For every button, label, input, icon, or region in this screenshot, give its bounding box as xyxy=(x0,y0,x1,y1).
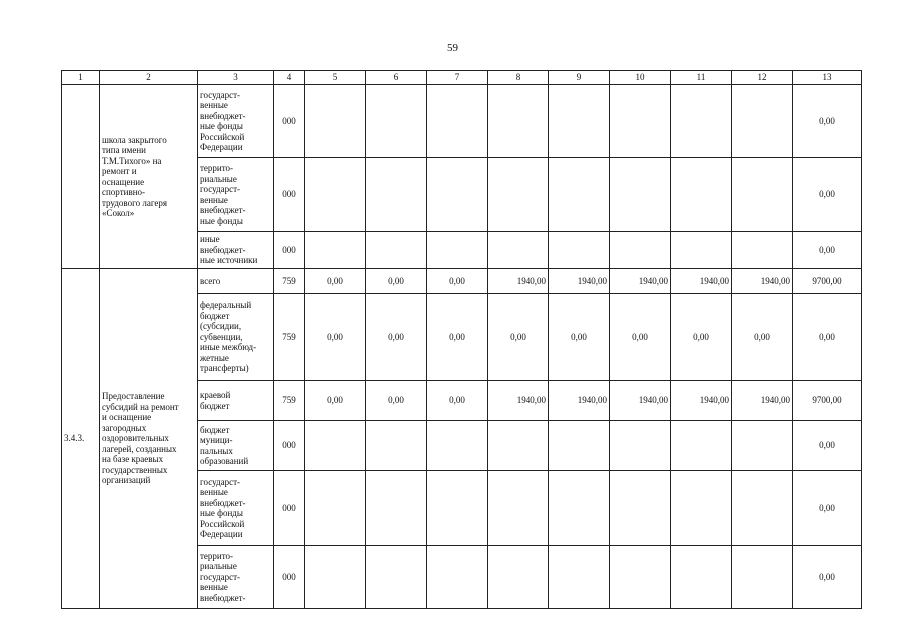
value-cell xyxy=(732,85,793,158)
source-cell xyxy=(198,158,274,232)
total-cell: 9700,00 xyxy=(793,269,862,294)
total-cell: 0,00 xyxy=(793,158,862,232)
value-cell xyxy=(427,85,488,158)
value-cell: 1940,00 xyxy=(488,381,549,421)
source-label: государст- венные внебюджет- ные фонды Российской Федерации xyxy=(200,89,246,152)
value-cell: 0,00 xyxy=(610,294,671,381)
value-cell xyxy=(427,232,488,269)
column-header: 10 xyxy=(610,71,671,85)
value-cell xyxy=(305,232,366,269)
value-cell xyxy=(732,158,793,232)
total-cell: 0,00 xyxy=(793,232,862,269)
value-cell xyxy=(427,421,488,471)
value-cell: 1940,00 xyxy=(671,269,732,294)
value-cell xyxy=(610,471,671,546)
source-label: краевой бюджет xyxy=(200,390,231,411)
source-cell xyxy=(198,232,274,269)
value-cell: 0,00 xyxy=(366,294,427,381)
value-cell xyxy=(366,471,427,546)
value-cell: 1940,00 xyxy=(732,381,793,421)
column-header: 11 xyxy=(671,71,732,85)
column-header: 6 xyxy=(366,71,427,85)
value-cell: 0,00 xyxy=(488,294,549,381)
budget-table xyxy=(61,70,862,609)
value-cell xyxy=(549,421,610,471)
page-number: 59 xyxy=(447,42,458,54)
value-cell xyxy=(671,546,732,609)
source-label: террито- риальные государст- венные внебюджет- xyxy=(200,550,246,603)
measure-name-cell xyxy=(100,269,198,609)
value-cell: 0,00 xyxy=(549,294,610,381)
value-cell xyxy=(671,232,732,269)
value-cell xyxy=(732,471,793,546)
source-label: всего xyxy=(200,275,221,286)
value-cell xyxy=(671,421,732,471)
value-cell xyxy=(671,471,732,546)
value-cell xyxy=(488,85,549,158)
value-cell xyxy=(305,85,366,158)
value-cell xyxy=(366,85,427,158)
value-cell xyxy=(671,158,732,232)
column-header: 3 xyxy=(198,71,274,85)
value-cell xyxy=(305,158,366,232)
value-cell xyxy=(732,421,793,471)
source-cell xyxy=(198,85,274,158)
value-cell xyxy=(427,471,488,546)
value-cell: 1940,00 xyxy=(610,269,671,294)
value-cell xyxy=(488,546,549,609)
measure-name: школа закрытого типа имени Т.М.Тихого» на ремонт и оснащение спортивно- трудового лагеря «Сокол» xyxy=(102,134,168,218)
value-cell xyxy=(366,421,427,471)
code-cell: 000 xyxy=(274,85,305,158)
measure-name: Предоставление субсидий на ремонт и оснащение загородных оздоровительных лагерей, созданных на базе краевых государственных организаций xyxy=(102,391,179,486)
source-label: государст- венные внебюджет- ные фонды Российской Федерации xyxy=(200,476,246,539)
value-cell: 0,00 xyxy=(305,294,366,381)
value-cell: 0,00 xyxy=(427,381,488,421)
value-cell: 0,00 xyxy=(366,269,427,294)
value-cell xyxy=(610,421,671,471)
value-cell xyxy=(610,158,671,232)
code-cell: 000 xyxy=(274,158,305,232)
value-cell xyxy=(366,546,427,609)
value-cell: 1940,00 xyxy=(671,381,732,421)
value-cell xyxy=(732,232,793,269)
index-cell xyxy=(62,85,100,269)
source-cell xyxy=(198,546,274,609)
column-header: 9 xyxy=(549,71,610,85)
table-header-row xyxy=(62,71,862,85)
value-cell xyxy=(305,471,366,546)
value-cell: 0,00 xyxy=(305,269,366,294)
value-cell xyxy=(488,421,549,471)
value-cell xyxy=(549,85,610,158)
code-cell: 000 xyxy=(274,471,305,546)
value-cell: 1940,00 xyxy=(549,269,610,294)
code-cell: 000 xyxy=(274,546,305,609)
total-cell: 0,00 xyxy=(793,294,862,381)
column-header: 12 xyxy=(732,71,793,85)
value-cell xyxy=(488,158,549,232)
value-cell xyxy=(366,232,427,269)
value-cell xyxy=(305,421,366,471)
value-cell: 0,00 xyxy=(671,294,732,381)
value-cell xyxy=(366,158,427,232)
value-cell xyxy=(549,546,610,609)
value-cell xyxy=(610,546,671,609)
value-cell: 1940,00 xyxy=(549,381,610,421)
column-header: 1 xyxy=(62,71,100,85)
source-label: бюджет муници- пальных образований xyxy=(200,424,249,466)
total-cell: 0,00 xyxy=(793,421,862,471)
value-cell xyxy=(488,471,549,546)
column-header: 8 xyxy=(488,71,549,85)
column-header: 13 xyxy=(793,71,862,85)
column-header: 5 xyxy=(305,71,366,85)
source-cell xyxy=(198,421,274,471)
total-cell: 0,00 xyxy=(793,546,862,609)
value-cell: 1940,00 xyxy=(488,269,549,294)
column-header: 4 xyxy=(274,71,305,85)
code-cell: 759 xyxy=(274,381,305,421)
total-cell: 0,00 xyxy=(793,471,862,546)
table-row xyxy=(62,85,862,158)
value-cell xyxy=(671,85,732,158)
value-cell: 1940,00 xyxy=(732,269,793,294)
index-cell: 3.4.3. xyxy=(62,269,100,609)
total-cell: 9700,00 xyxy=(793,381,862,421)
value-cell xyxy=(732,546,793,609)
value-cell: 1940,00 xyxy=(610,381,671,421)
column-header: 7 xyxy=(427,71,488,85)
value-cell xyxy=(549,471,610,546)
value-cell xyxy=(549,232,610,269)
source-label: федеральный бюджет (субсидии, субвенции, иные межбюд- жетные трансферты) xyxy=(200,300,257,374)
value-cell xyxy=(488,232,549,269)
value-cell: 0,00 xyxy=(427,269,488,294)
table-row xyxy=(62,269,862,294)
code-cell: 759 xyxy=(274,294,305,381)
value-cell: 0,00 xyxy=(305,381,366,421)
source-label: иные внебюджет- ные источники xyxy=(200,234,258,266)
value-cell xyxy=(427,546,488,609)
value-cell: 0,00 xyxy=(427,294,488,381)
value-cell xyxy=(610,85,671,158)
code-cell: 000 xyxy=(274,232,305,269)
source-cell xyxy=(198,294,274,381)
source-cell xyxy=(198,269,274,294)
value-cell xyxy=(610,232,671,269)
total-cell: 0,00 xyxy=(793,85,862,158)
measure-name-cell xyxy=(100,85,198,269)
code-cell: 000 xyxy=(274,421,305,471)
value-cell xyxy=(427,158,488,232)
code-cell: 759 xyxy=(274,269,305,294)
source-cell xyxy=(198,381,274,421)
source-cell xyxy=(198,471,274,546)
value-cell xyxy=(549,158,610,232)
source-label: террито- риальные государст- венные внебюджет- ные фонды xyxy=(200,163,246,226)
value-cell xyxy=(305,546,366,609)
value-cell: 0,00 xyxy=(732,294,793,381)
column-header: 2 xyxy=(100,71,198,85)
value-cell: 0,00 xyxy=(366,381,427,421)
